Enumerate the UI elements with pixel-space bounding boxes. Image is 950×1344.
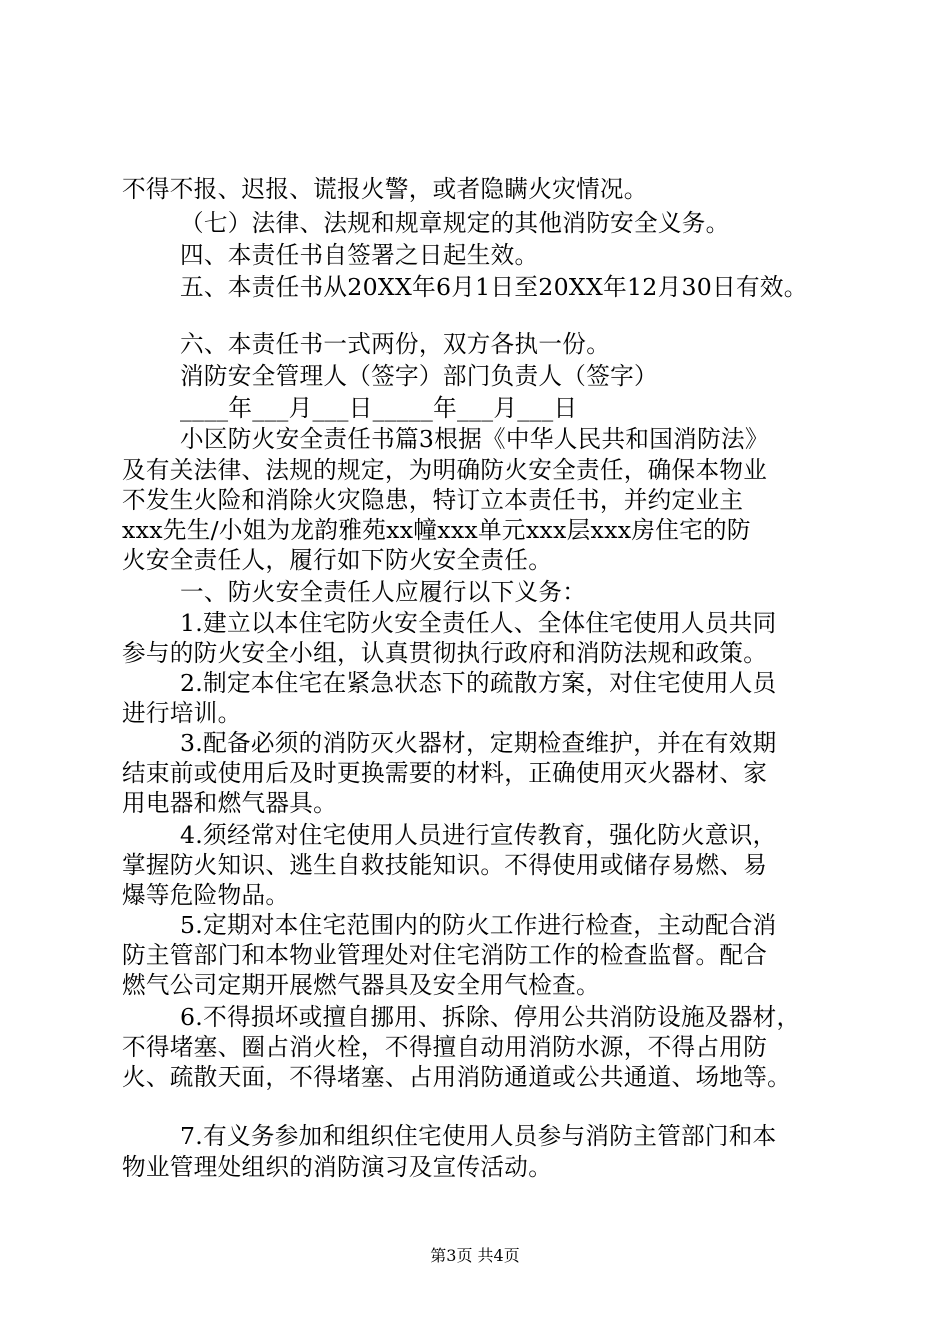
text-line: 掌握防火知识、逃生自救技能知识。不得使用或储存易燃、易	[122, 851, 768, 879]
text-line: xxx先生/小姐为龙韵雅苑xx幢xxx单元xxx层xxx房住宅的防	[122, 516, 751, 544]
text-line: 一、防火安全责任人应履行以下义务：	[180, 578, 587, 606]
text-line: （七）法律、法规和规章规定的其他消防安全义务。	[180, 209, 730, 237]
text-line: 5.定期对本住宅范围内的防火工作进行检查，主动配合消	[180, 911, 777, 939]
text-line: 小区防火安全责任书篇3根据《中华人民共和国消防法》	[180, 425, 769, 453]
text-line: 四、本责任书自签署之日起生效。	[180, 241, 539, 269]
text-line: 燃气公司定期开展燃气器具及安全用气检查。	[122, 971, 600, 999]
text-line: 不发生火险和消除火灾隐患，特订立本责任书，并约定业主	[122, 486, 744, 514]
text-line: 及有关法律、法规的规定，为明确防火安全责任，确保本物业	[122, 456, 768, 484]
text-line: 防主管部门和本物业管理处对住宅消防工作的检查监督。配合	[122, 941, 768, 969]
text-line: 进行培训。	[122, 699, 242, 727]
text-line: 2.制定本住宅在紧急状态下的疏散方案，对住宅使用人员	[180, 669, 777, 697]
text-line: 4.须经常对住宅使用人员进行宣传教育，强化防火意识，	[180, 821, 777, 849]
text-line: 1.建立以本住宅防火安全责任人、全体住宅使用人员共同	[180, 609, 777, 637]
text-line: 3.配备必须的消防灭火器材，定期检查维护，并在有效期	[180, 729, 777, 757]
text-line: 爆等危险物品。	[122, 881, 290, 909]
text-line: 结束前或使用后及时更换需要的材料，正确使用灭火器材、家	[122, 759, 768, 787]
text-line: 7.有义务参加和组织住宅使用人员参与消防主管部门和本	[180, 1122, 777, 1150]
text-line: 参与的防火安全小组，认真贯彻执行政府和消防法规和政策。	[122, 639, 768, 667]
text-line: 六、本责任书一式两份，双方各执一份。	[180, 330, 611, 358]
text-line: ____年___月___日_____年___月___日	[180, 394, 578, 422]
text-line: 6.不得损坏或擅自挪用、拆除、停用公共消防设施及器材，	[180, 1003, 801, 1031]
text-line: 物业管理处组织的消防演习及宣传活动。	[122, 1153, 553, 1181]
text-line: 不得堵塞、圈占消火栓，不得擅自动用消防水源，不得占用防	[122, 1033, 768, 1061]
text-line: 五、本责任书从20XX年6月1日至20XX年12月30日有效。	[180, 273, 808, 301]
text-line: 不得不报、迟报、谎报火警，或者隐瞒火灾情况。	[122, 175, 648, 203]
text-line: 火安全责任人，履行如下防火安全责任。	[122, 546, 553, 574]
text-line: 消防安全管理人（签字）部门负责人（签字）	[180, 362, 658, 390]
text-line: 火、疏散天面，不得堵塞、占用消防通道或公共通道、场地等。	[122, 1063, 792, 1091]
text-line: 用电器和燃气器具。	[122, 789, 338, 817]
page-footer: 第3页 共4页	[430, 1246, 520, 1265]
